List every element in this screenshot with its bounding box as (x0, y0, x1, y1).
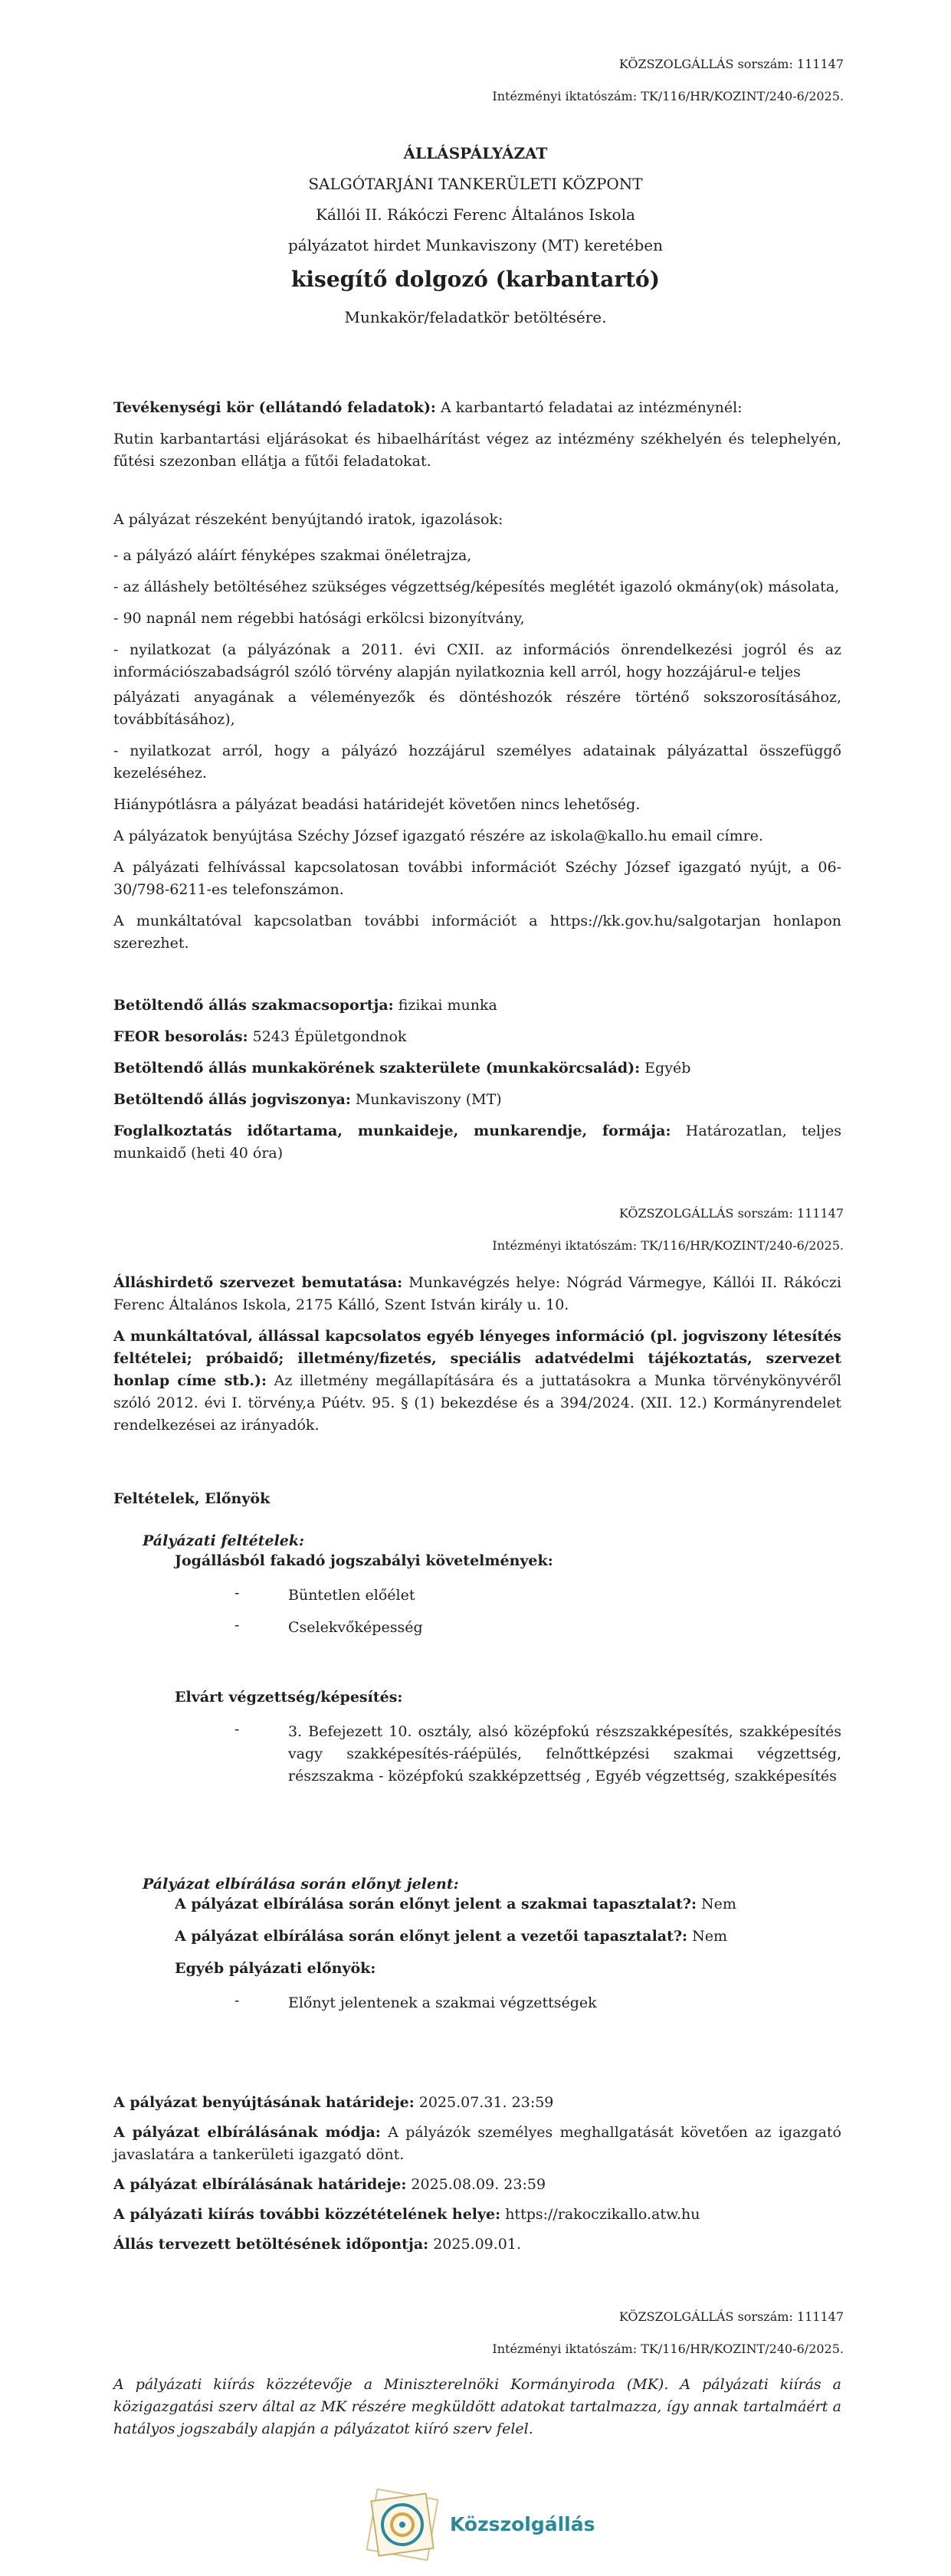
iktato-label: Intézményi iktatószám: TK/116/HR/KOZINT/240-6/2025. (492, 2342, 844, 2356)
tasks-label: Tevékenységi kör (ellátandó feladatok): (113, 399, 436, 416)
edu-title: Elvárt végzettség/képesítés: (175, 1689, 403, 1706)
legal-title: Jogállásból fakadó jogszabályi követelmények: (175, 1552, 553, 1569)
employer-label: Álláshirdető szervezet bemutatása: (113, 1274, 403, 1291)
deadline-label: A pályázat elbírálásának módja: (113, 2124, 381, 2141)
footer-note: A pályázati kiírás közzétevője a Miniszterelnöki Kormányiroda (MK). A pályázati kiírás a közigazgatási szerv által az MK részére megküldött adatokat tartalmazza, így annak tartalmáért a hatályos jogszabály alapján a pályázatot kiíró szerv felel. (113, 2376, 841, 2437)
logo-emblem-icon (364, 2486, 441, 2563)
org-name: SALGÓTARJÁNI TANKERÜLETI KÖZPONT (308, 175, 643, 193)
advantage-item: A pályázat elbírálása során előnyt jelent a vezetői tapasztalat?: Nem (175, 1928, 727, 1945)
doc-item: - a pályázó aláírt fényképes szakmai önéletrajza, (113, 547, 472, 564)
doc-item: A munkáltatóval kapcsolatban további információt a https://kk.gov.hu/salgotarjan honlapon szerezhet. (113, 913, 841, 952)
doc-item: - nyilatkozat (a pályázónak a 2011. évi CXII. az információs önrendelkezési jogról és az információszabadságról szóló törvény alapján nyilatkoznia kell arról, hogy hozzájárul-e teljes (113, 641, 841, 680)
job-label: Betöltendő állás jogviszonya: (113, 1091, 351, 1108)
job-value: 5243 Épületgondnok (248, 1028, 407, 1045)
doc-item: A pályázatok benyújtása Széchy József igazgató részére az iskola@kallo.hu email címre. (113, 828, 763, 844)
sorszam-label: KÖZSZOLGÁLLÁS sorszám: 111147 (618, 57, 844, 71)
required-title: Pályázati feltételek: (143, 1532, 305, 1549)
page-title: ÁLLÁSPÁLYÁZAT (403, 144, 548, 162)
job-label: Foglalkoztatás időtartama, munkaideje, munkarendje, formája: (113, 1122, 671, 1139)
deadline-label: A pályázat elbírálásának határideje: (113, 2176, 407, 2193)
bullet-dash: - (234, 1721, 240, 1738)
doc-item: pályázati anyagának a véleményezők és döntéshozók részére történő sokszorosításához, továbbításához), (113, 689, 841, 728)
job-value: fizikai munka (393, 997, 497, 1014)
bullet-dash: - (234, 1617, 240, 1634)
job-value: Határozatlan, teljes munkaidő (heti 40 óra) (113, 1122, 841, 1162)
deadline-value: A pályázók személyes meghallgatását követően az igazgató javaslatára a tankerületi igazgató dönt. (113, 2124, 841, 2163)
school-name: Kállói II. Rákóczi Ferenc Általános Iskola (316, 205, 635, 224)
job-section (113, 995, 841, 1162)
edu-text: 3. Befejezett 10. osztály, alsó középfokú részszakképesítés, szakképesítés vagy szakképesítés-ráépülés, felnőttképzési szakmai végzettség, részszakma - középfokú szakképzettség , Egyéb végzettség, szakképesítés (288, 1723, 841, 1785)
other-title: Egyéb pályázati előnyök: (175, 1960, 376, 1977)
tasks-value: A karbantartó feladatai az intézménynél: (435, 399, 743, 416)
advantage-title: Pályázat elbírálása során előnyt jelent: (143, 1876, 459, 1893)
doc-item: - 90 napnál nem régebbi hatósági erkölcsi bizonyítvány, (113, 610, 525, 627)
advantage-item: A pályázat elbírálása során előnyt jelent a szakmai tapasztalat?: Nem (175, 1896, 736, 1912)
deadlines-section (113, 2092, 841, 2263)
bullet-dash: - (234, 1585, 240, 1601)
documents-section (113, 509, 841, 964)
sorszam-label: KÖZSZOLGÁLLÁS sorszám: 111147 (618, 1206, 844, 1221)
deadline-label: A pályázati kiírás további közzétételének helye: (113, 2206, 501, 2223)
bullet-dash: - (234, 1992, 240, 2009)
page-2 (0, 1149, 951, 2299)
doc-item: A pályázati felhívással kapcsolatosan további információt Széchy József igazgató nyújt, a 06-30/798-6211-es telefonszámon. (113, 859, 841, 898)
tasks-text: Rutin karbantartási eljárásokat és hibaelhárítást végez az intézmény székhelyén és telephelyén, fűtési szezonban ellátja a fűtői feladatokat. (113, 431, 841, 470)
conditions-title: Feltételek, Előnyök (113, 1490, 271, 1507)
doc-item: - nyilatkozat arról, hogy a pályázó hozzájárul személyes adatainak pályázattal összefüggő kezeléséhez. (113, 742, 841, 782)
position-title: kisegítő dolgozó (karbantartó) (291, 267, 660, 292)
kozszolgallas-logo (364, 2483, 594, 2567)
deadline-value: https://rakoczikallo.atw.hu (500, 2206, 700, 2223)
job-label: Betöltendő állás szakmacsoportja: (113, 997, 394, 1014)
deadline-value: 2025.08.09. 23:59 (406, 2176, 546, 2193)
iktato-label: Intézményi iktatószám: TK/116/HR/KOZINT/240-6/2025. (492, 89, 844, 103)
announce-line: pályázatot hirdet Munkaviszony (MT) keretében (287, 236, 664, 254)
employer-info-value: Az illetmény megállapítására és a juttatásokra a Munka törvénykönyvéről szóló 2012. évi I. törvény,a Púétv. 95. § (1) bekezdése és a 394/2024. (XII. 12.) Kormányrendelet rendelkezései az irányadók. (113, 1372, 841, 1434)
legal-item: Büntetlen előélet (288, 1587, 415, 1604)
deadline-value: 2025.07.31. 23:59 (414, 2094, 554, 2111)
position-subtitle: Munkakör/feladatkör betöltésére. (344, 308, 607, 326)
iktato-label: Intézményi iktatószám: TK/116/HR/KOZINT/240-6/2025. (492, 1238, 844, 1253)
documents-intro: A pályázat részeként benyújtandó iratok, igazolások: (113, 511, 503, 528)
page-1 (0, 0, 951, 1162)
employer-section (113, 1272, 841, 1446)
tasks-section (113, 397, 841, 482)
other-item: Előnyt jelentenek a szakmai végzettségek (288, 1994, 597, 2011)
logo-text: Közszolgállás (450, 2513, 595, 2535)
sorszam-label: KÖZSZOLGÁLLÁS sorszám: 111147 (618, 2309, 844, 2324)
doc-item: Hiánypótlásra a pályázat beadási határidejét követően nincs lehetőség. (113, 796, 641, 813)
job-label: Betöltendő állás munkakörének szakterülete (munkakörcsalád): (113, 1060, 641, 1077)
job-label: FEOR besorolás: (113, 1028, 248, 1045)
deadline-value: 2025.09.01. (428, 2236, 522, 2253)
job-value: Munkaviszony (MT) (350, 1091, 502, 1108)
employer-info-label: A munkáltatóval, állással kapcsolatos egyéb lényeges információ (pl. jogviszony létesítés feltételei; próbaidő; illetmény/fizetés, speciális adatvédelmi tájékoztatás, szervezet honlap címe stb.): (113, 1328, 841, 1389)
legal-item: Cselekvőképesség (288, 1619, 423, 1636)
deadline-label: Állás tervezett betöltésének időpontja: (113, 2236, 429, 2253)
employer-value: Munkavégzés helye: Nógrád Vármegye, Kállói II. Rákóczi Ferenc Általános Iskola, 2175 Kálló, Szent István király u. 10. (113, 1274, 842, 1313)
job-value: Egyéb (640, 1060, 691, 1077)
doc-item: - az álláshely betöltéséhez szükséges végzettség/képesítés meglétét igazoló okmány(ok) másolata, (113, 578, 840, 595)
deadline-label: A pályázat benyújtásának határideje: (113, 2094, 415, 2111)
